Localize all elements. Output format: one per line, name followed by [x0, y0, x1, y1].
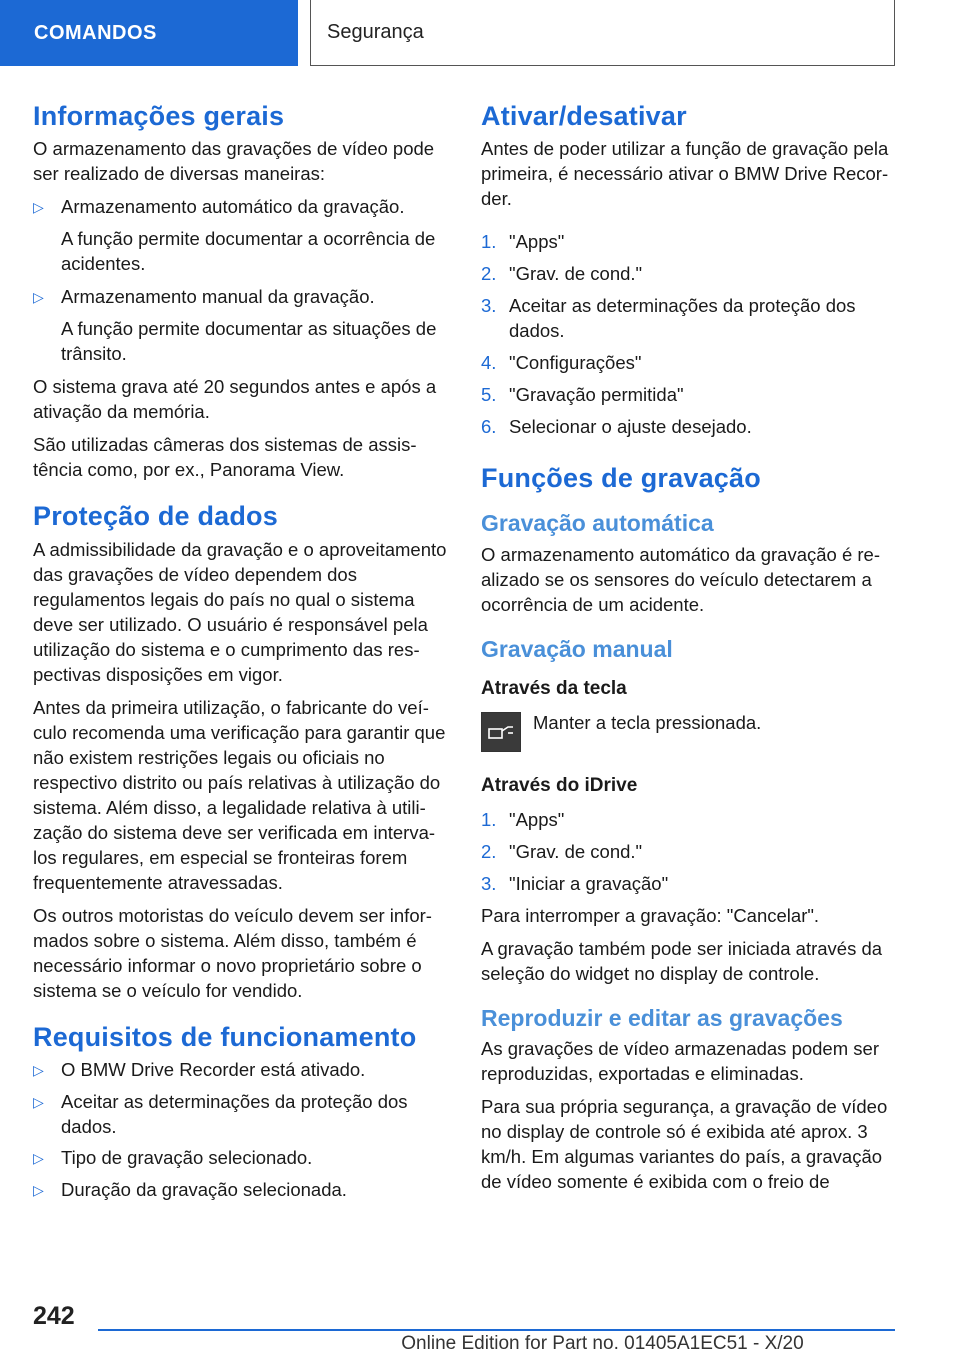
page-number: 242 [33, 1302, 75, 1330]
footer-divider [98, 1329, 895, 1331]
numbered-step: 4. "Configurações" [481, 352, 642, 374]
triangle-bullet-icon: ▷ [33, 1062, 44, 1079]
paragraph: A admissibilidade da gravação e o aproveitamento das gravações de vídeo dependem dos regulamentos legais do país no qual o sistema deve ser utilizado. O usuário é responsável pela utilização do sistema e o cumprimento das respectivas disposições em vigor. [33, 538, 447, 685]
bullet-item [33, 284, 448, 310]
bullet-item [33, 1177, 448, 1203]
bullet-item [33, 1089, 448, 1139]
subheading-gravacao-automatica: Gravação automática [481, 509, 714, 536]
triangle-bullet-icon: ▷ [33, 199, 44, 216]
bullet-text: Aceitar as determinações da proteção dos dados. [61, 1091, 408, 1138]
subheading-gravacao-manual: Gravação manual [481, 635, 673, 662]
numbered-step: 5. "Gravação permitida" [481, 384, 684, 406]
paragraph: Antes de poder utilizar a função de gravação pela primeira, é necessário ativar o BMW Drive Recorder. [481, 138, 889, 210]
bullet-text: Armazenamento automático da gravação. [61, 196, 405, 218]
numbered-step: 1. "Apps" [481, 231, 565, 253]
heading-protecao-de-dados: Proteção de dados [33, 501, 278, 532]
right-column [481, 100, 896, 1202]
footer-edition: Online Edition for Part no. 01405A1EC51 - X/20 [401, 1333, 804, 1354]
numbered-step: 6. Selecionar o ajuste desejado. [481, 416, 752, 438]
heading-funcoes-de-gravacao: Funções de gravação [481, 463, 761, 494]
heading-requisitos-de-funcionamento: Requisitos de funcionamento [33, 1021, 417, 1052]
bullet-text: Duração da gravação selecionada. [61, 1179, 347, 1201]
paragraph: O armazenamento das gravações de vídeo pode ser realizado de diversas maneiras: [33, 138, 435, 185]
subheading-reproduzir-e-editar: Reproduzir e editar as gravações [481, 1004, 843, 1031]
section-header-label: Segurança [327, 21, 424, 43]
bullet-text: O BMW Drive Recorder está ativado. [61, 1059, 366, 1081]
left-column [33, 100, 448, 1209]
numbered-step: 2. "Grav. de cond." [481, 263, 643, 285]
paragraph: Para sua própria segurança, a gravação de vídeo no display de controle só é exibida até aprox. 3 km/h. Em algumas variantes do país, a gravação de vídeo somente é exibida com o freio de [481, 1096, 888, 1193]
paragraph: Para interromper a gravação: "Cancelar". [481, 904, 820, 926]
paragraph: O armazenamento automático da gravação é realizado se os sensores do veículo detectarem a ocorrência de um acidente. [481, 543, 880, 615]
triangle-bullet-icon: ▷ [33, 1150, 44, 1167]
paragraph: São utilizadas câmeras dos sistemas de assistência como, por ex., Panorama View. [33, 434, 417, 481]
paragraph: Os outros motoristas do veículo devem ser informados sobre o sistema. Além disso, também é necessário informar o novo proprietário sobre o sistema se o veículo for vendido. [33, 904, 432, 1001]
numbered-step: 3. Aceitar as determinações da proteção dos dados. [481, 295, 856, 342]
bullet-item [33, 1057, 448, 1083]
paragraph: Antes da primeira utilização, o fabricante do veículo recomenda uma verificação para garantir que não existem restrições legais ou oficiais no respectivo distrito ou país relativas à utilização do sistema. Além disso, a legalidade relativa à utilização do sistema deve ser verificada em intervalos regulares, em especial se fronteiras forem frequentemente atravessadas. [33, 696, 446, 893]
record-button-icon [481, 712, 521, 752]
chapter-tab [0, 0, 298, 66]
bullet-subtext: A função permite documentar as situações de trânsito. [61, 318, 437, 365]
numbered-step: 2. "Grav. de cond." [481, 840, 643, 862]
label-atraves-da-tecla: Através da tecla [481, 678, 627, 700]
bullet-text: Armazenamento manual da gravação. [61, 286, 375, 308]
label-atraves-do-idrive: Através do iDrive [481, 774, 638, 796]
paragraph: O sistema grava até 20 segundos antes e após a ativação da memória. [33, 376, 437, 423]
paragraph: As gravações de vídeo armazenadas podem ser reproduzidas, exportadas e eliminadas. [481, 1038, 879, 1085]
key-instruction-text: Manter a tecla pressionada. [533, 711, 762, 733]
section-header [310, 0, 895, 66]
numbered-step: 1. "Apps" [481, 808, 565, 830]
triangle-bullet-icon: ▷ [33, 289, 44, 306]
triangle-bullet-icon: ▷ [33, 1094, 44, 1111]
bullet-subtext: A função permite documentar a ocorrência de acidentes. [61, 228, 436, 275]
heading-informacoes-gerais: Informações gerais [33, 101, 285, 131]
bullet-item [33, 1145, 448, 1171]
key-instruction [481, 710, 896, 752]
heading-ativar-desativar: Ativar/desativar [481, 101, 687, 131]
bullet-text: Tipo de gravação selecionado. [61, 1147, 313, 1169]
triangle-bullet-icon: ▷ [33, 1182, 44, 1199]
paragraph: A gravação também pode ser iniciada através da seleção do widget no display de controle. [481, 937, 883, 984]
numbered-step: 3. "Iniciar a gravação" [481, 872, 669, 894]
bullet-item [33, 194, 448, 220]
chapter-tab-label: COMANDOS [34, 21, 157, 44]
